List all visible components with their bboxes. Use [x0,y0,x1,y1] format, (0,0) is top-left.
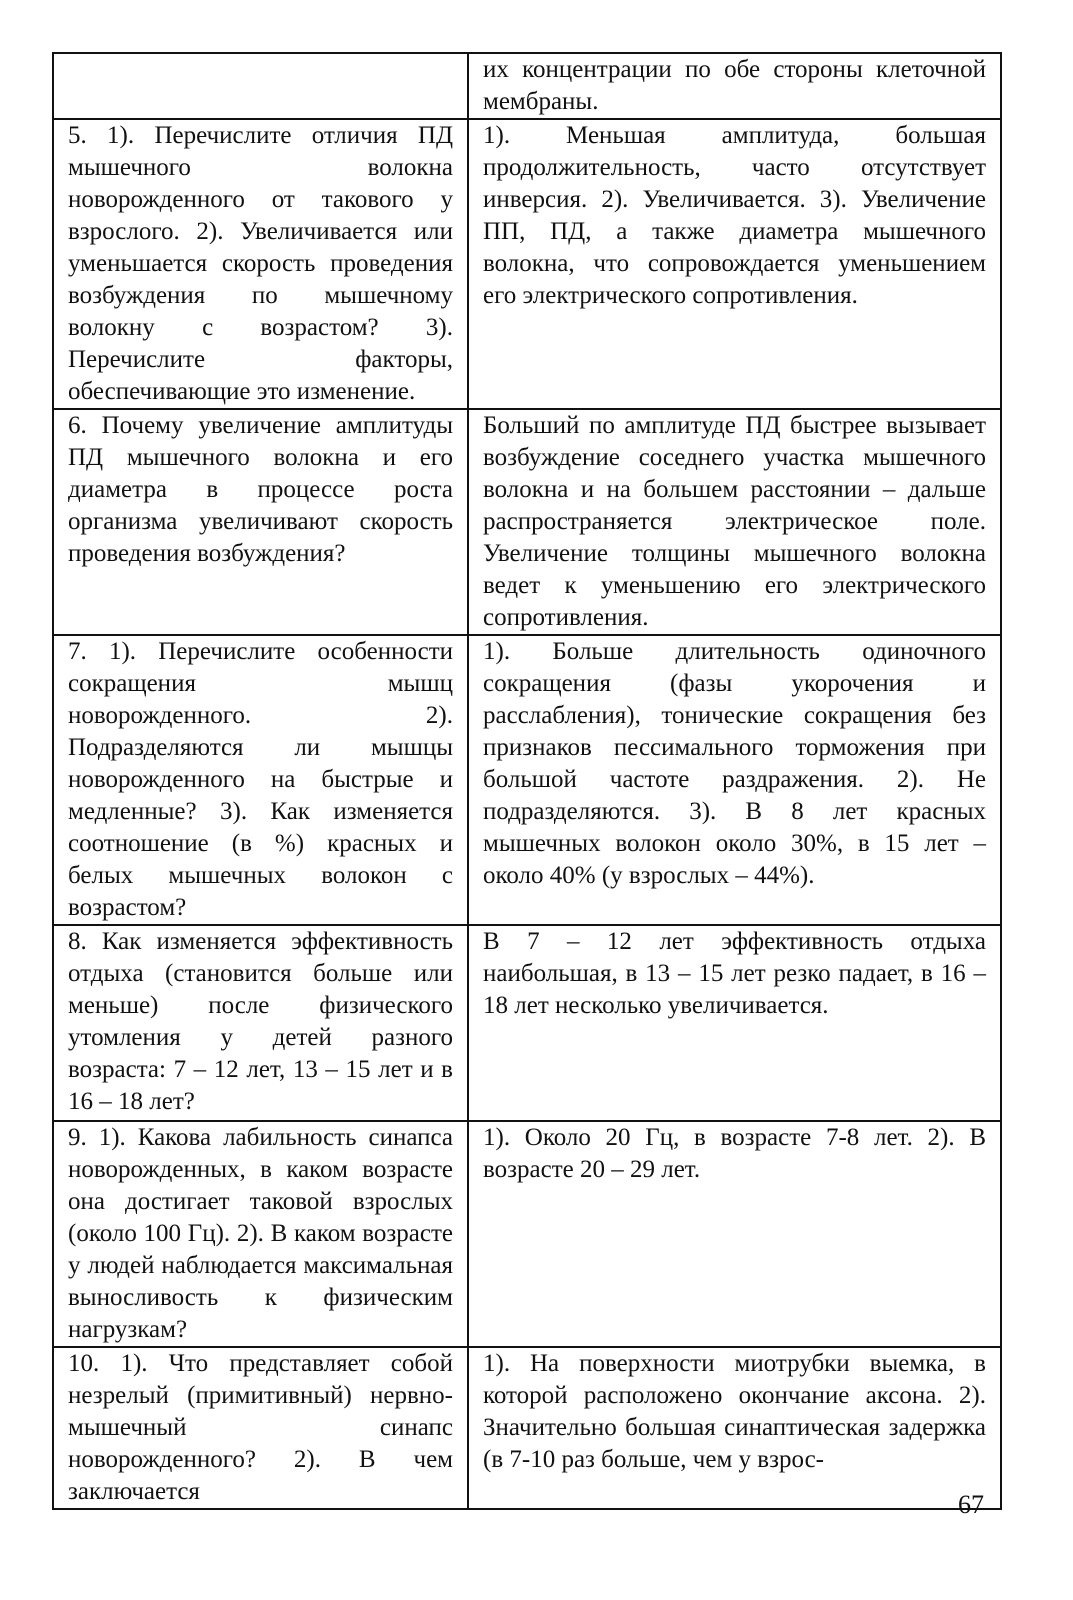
question-cell [53,53,468,119]
question-cell: 8. Как изменяется эффективность отдыха (становится больше или меньше) после физического утомления у детей разного возраста: 7 – 12 лет, 13 – 15 лет и в 16 – 18 лет? [53,925,468,1121]
question-cell: 5. 1). Перечислите отличия ПД мышечного волокна новорожденного от такового у взрослого. 2). Увеличивается или уменьшается скорость проведения возбуждения по мышечному волокну с возрастом? 3). Перечислите факторы, обеспечивающие это изменение. [53,119,468,409]
answer-cell: Больший по амплитуде ПД быстрее вызывает возбуждение соседнего участка мышечного волокна и на большем расстоянии – дальше распространяется электрическое поле. Увеличение толщины мышечного волокна ведет к уменьшению его электрического сопротивления. [468,409,1001,635]
table-row [53,53,1001,119]
table-row [53,635,1001,925]
qa-table [52,52,1002,1510]
question-cell: 9. 1). Какова лабильность синапса новорожденных, в каком возрасте она достигает таковой взрослых (около 100 Гц). 2). В каком возрасте у людей наблюдается максимальная выносливость к физическим нагрузкам? [53,1121,468,1347]
answer-cell: их концентрации по обе стороны клеточной мембраны. [468,53,1001,119]
table-row [53,409,1001,635]
answer-cell: В 7 – 12 лет эффективность отдыха наибольшая, в 13 – 15 лет резко падает, в 16 – 18 лет несколько увеличивается. [468,925,1001,1121]
page-number: 67 [958,1490,984,1519]
answer-cell: 1). Больше длительность одиночного сокращения (фазы укорочения и расслабления), тонические сокращения без признаков пессимального торможения при большой частоте раздражения. 2). Не подразделяются. 3). В 8 лет красных мышечных волокон около 30%, в 15 лет – около 40% (у взрослых – 44%). [468,635,1001,925]
answer-cell: 1). Меньшая амплитуда, большая продолжительность, часто отсутствует инверсия. 2). Увеличивается. 3). Увеличение ПП, ПД, а также диаметра мышечного волокна, что сопровождается уменьшением его электрического сопротивления. [468,119,1001,409]
table-row [53,925,1001,1121]
question-cell: 6. Почему увеличение амплитуды ПД мышечного волокна и его диаметра в процессе роста организма увеличивают скорость проведения возбуждения? [53,409,468,635]
table-row [53,1121,1001,1347]
question-cell: 7. 1). Перечислите особенности сокращения мышц новорожденного. 2). Подразделяются ли мышцы новорожденного на быстрые и медленные? 3). Как изменяется соотношение (в %) красных и белых мышечных волокон с возрастом? [53,635,468,925]
answer-cell: 1). Около 20 Гц, в возрасте 7-8 лет. 2). В возрасте 20 – 29 лет. [468,1121,1001,1347]
answer-cell: 1). На поверхности миотрубки выемка, в которой расположено окончание аксона. 2). Значительно большая синаптическая задержка (в 7-10 раз больше, чем у взрос- [468,1347,1001,1509]
table-row [53,1347,1001,1509]
question-cell: 10. 1). Что представляет собой незрелый (примитивный) нервно-мышечный синапс новорожденного? 2). В чем заключается [53,1347,468,1509]
table-row [53,119,1001,409]
